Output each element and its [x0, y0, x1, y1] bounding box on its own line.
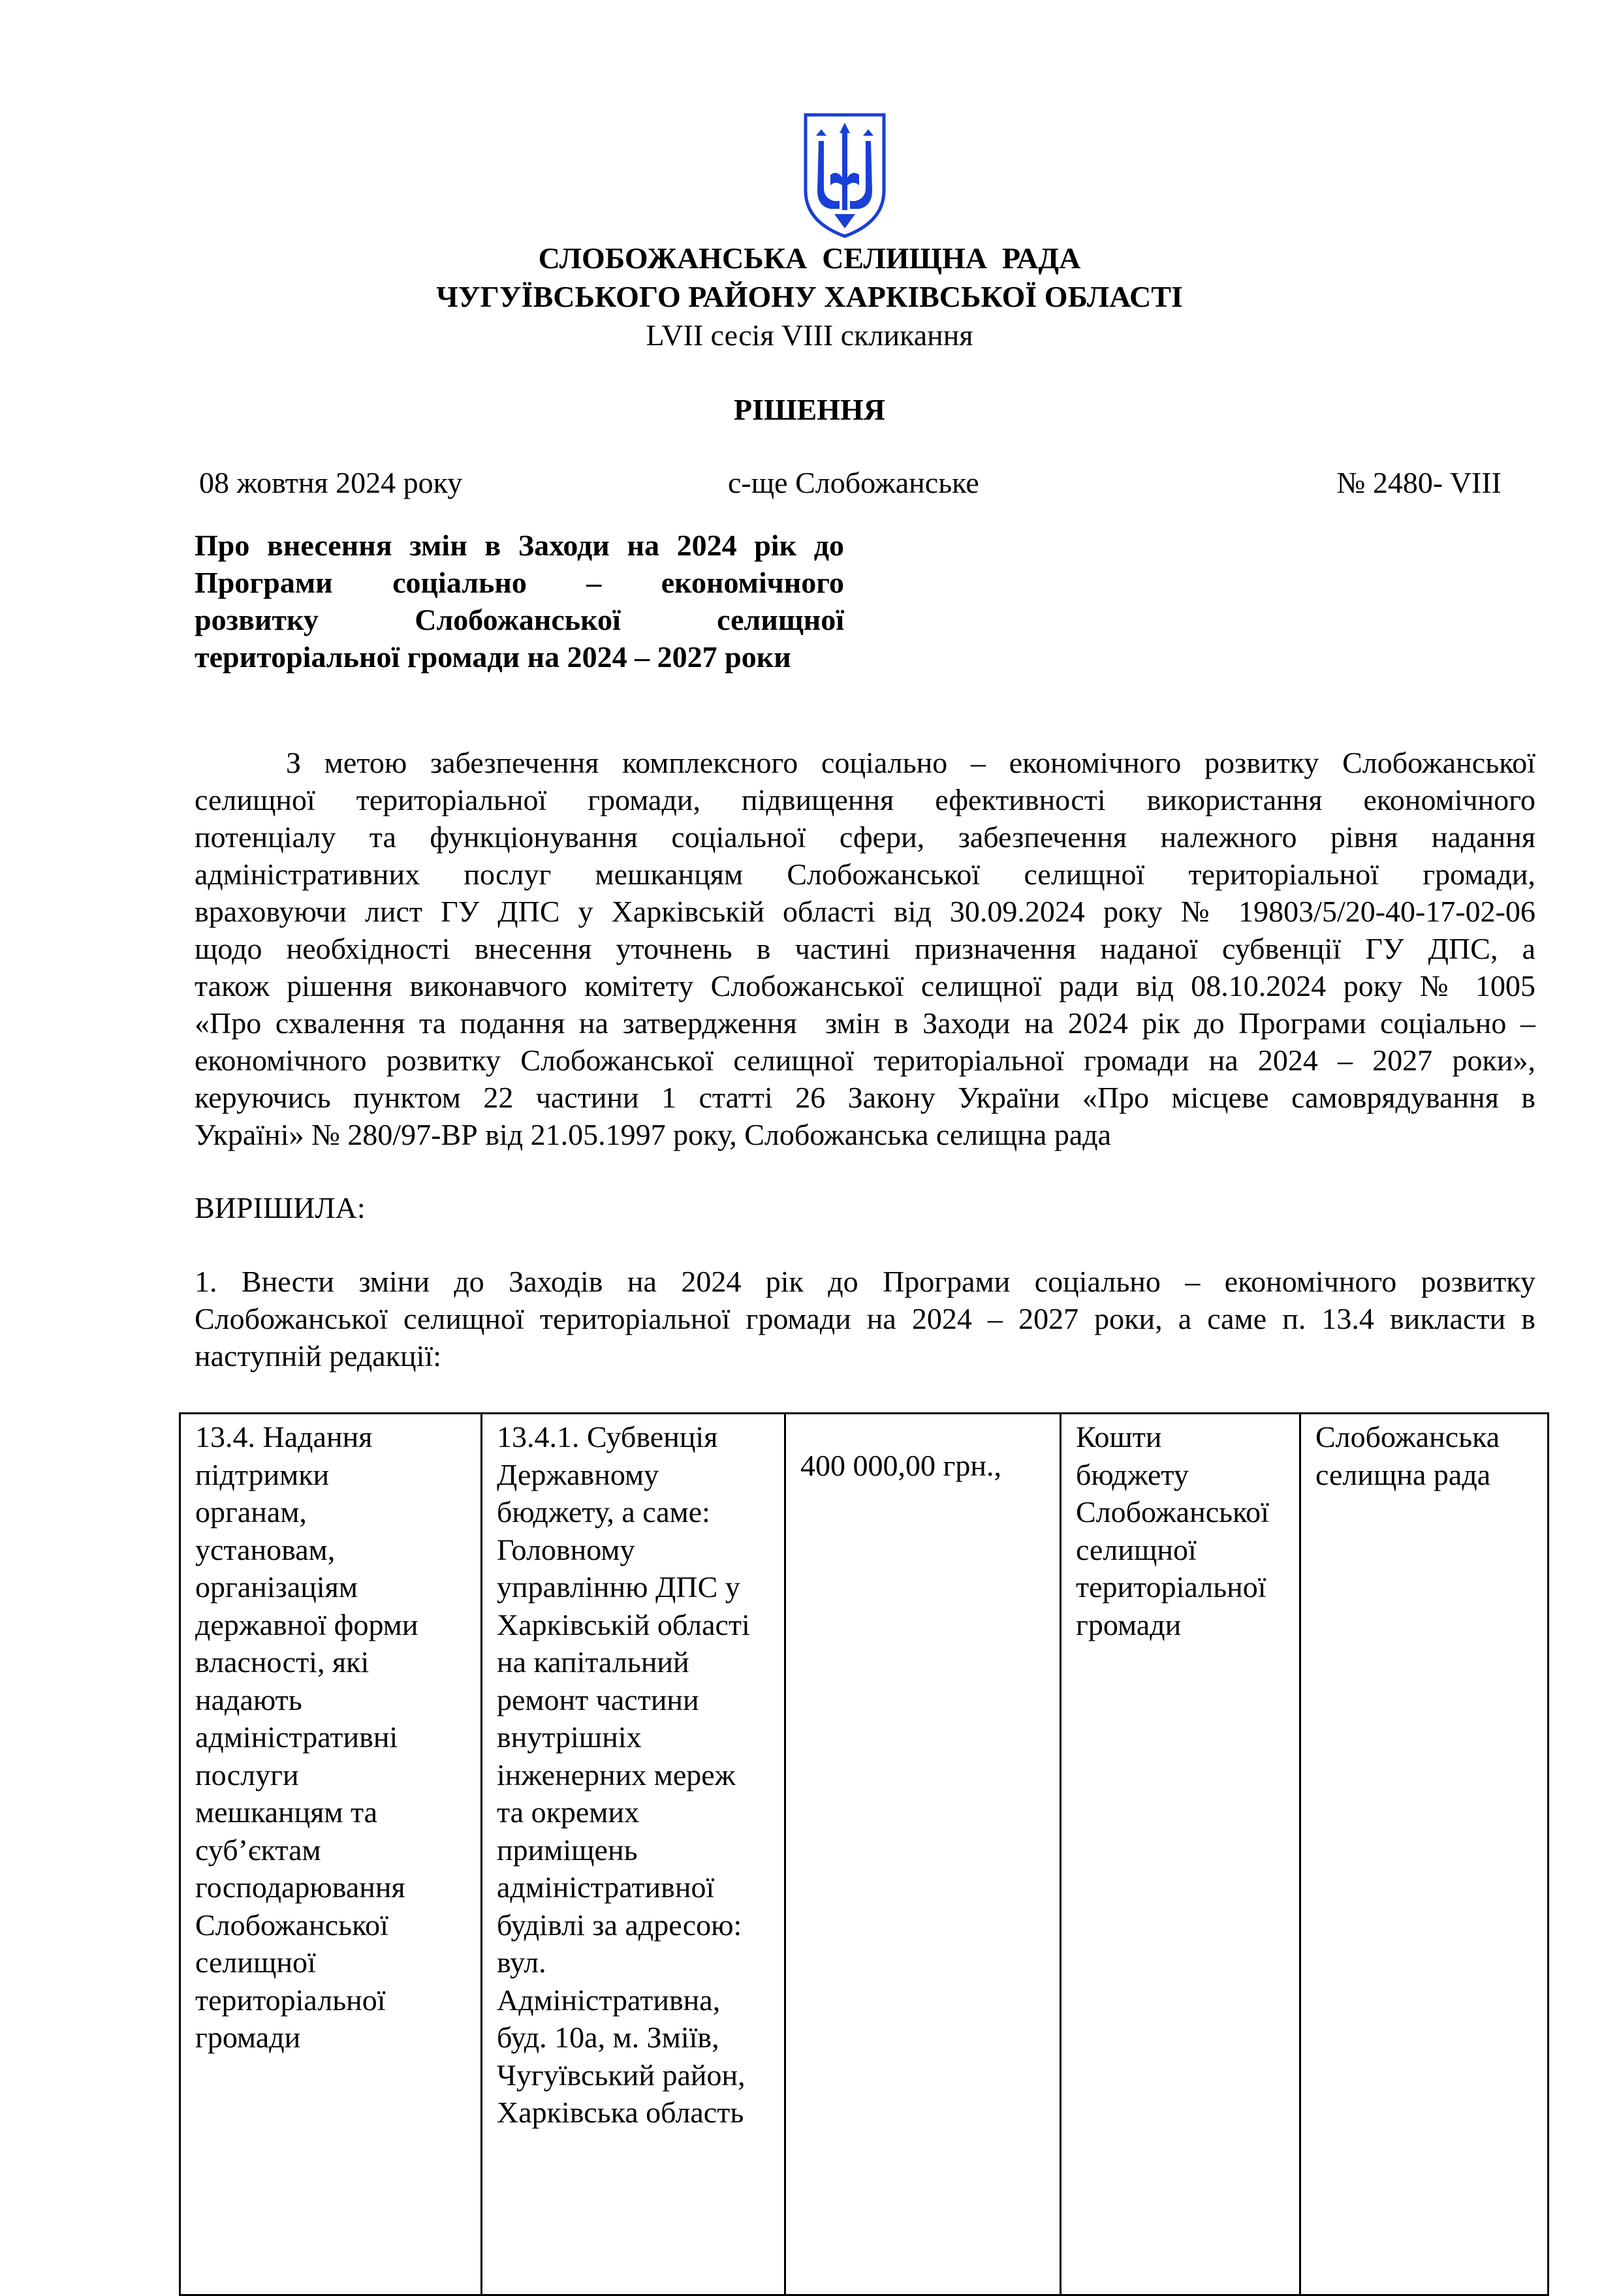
cell-line: Головному	[497, 1532, 635, 1566]
cell-line: адміністративної	[497, 1870, 715, 1904]
cell-line: адміністративні	[195, 1720, 398, 1754]
cell-line: організаціям	[195, 1570, 358, 1604]
paragraph-line: потенціалу та функціонування соціальної сфери, забезпечення належного рівня надання	[195, 820, 1535, 854]
decision-number: № 2480- VIII	[1336, 466, 1501, 499]
paragraph-line: економічного розвитку Слобожанської селищної територіальної громади на 2024 – 2027 роки»,	[195, 1044, 1535, 1077]
cell-line: на капітальний	[497, 1645, 689, 1679]
paragraph-line: «Про схвалення та подання на затвердження змін в Заходи на 2024 рік до Програми соціально –	[195, 1006, 1535, 1040]
coat-of-arms-trident-icon	[802, 110, 888, 240]
cell-line: Державному	[497, 1457, 659, 1491]
paragraph-line: керуючись пунктом 22 частини 1 статті 26 Закону України «Про місцеве самоврядування в	[195, 1081, 1535, 1114]
cell-line: Харківській області	[497, 1607, 750, 1641]
cell-line: буд. 10а, м. Зміїв,	[497, 2021, 719, 2054]
cell-line: Чугуївський район,	[497, 2058, 746, 2092]
cell-line: власності, які	[195, 1645, 369, 1679]
cell-line: управлінню ДПС у	[497, 1570, 740, 1604]
paragraph-line: щодо необхідності внесення уточнень в частині призначення наданої субвенції ГУ ДПС, а	[195, 932, 1535, 965]
paragraph-line: З метою забезпечення комплексного соціально – економічного розвитку Слобожанської	[286, 746, 1535, 779]
cell-line: Слобожанська	[1315, 1420, 1500, 1453]
paragraph-line: Україні» № 280/97-ВР від 21.05.1997 року, Слобожанська селищна рада	[195, 1118, 1112, 1151]
cell-line: Слобожанської	[195, 1908, 388, 1942]
cell-line: селищної	[195, 1946, 316, 1979]
cell-line: послуги	[195, 1758, 299, 1792]
measures-table	[179, 1412, 1549, 2296]
council-name: СЛОБОЖАНСЬКА СЕЛИЩНА РАДА	[538, 241, 1081, 275]
executor-cell	[1300, 1414, 1548, 2295]
cell-line: 13.4. Надання	[195, 1420, 373, 1453]
cell-line: внутрішніх	[497, 1720, 642, 1754]
cell-line: органам,	[195, 1495, 307, 1528]
cell-line: 13.4.1. Субвенція	[497, 1420, 718, 1453]
cell-line: громади	[1076, 1607, 1182, 1641]
decision-place: с-ще Слобожанське	[728, 466, 979, 499]
cell-line: вул.	[497, 1946, 546, 1979]
cell-line: державної форми	[195, 1607, 418, 1641]
subject-line: Про внесення змін в Заходи на 2024 рік до	[195, 529, 844, 562]
subject-line: територіальної громади на 2024 – 2027 роки	[195, 640, 791, 674]
item-line: 1. Внести зміни до Заходів на 2024 рік до Програми соціально – економічного розвитку	[195, 1265, 1535, 1298]
cell-line: територіальної	[1076, 1570, 1266, 1604]
decision-date: 08 жовтня 2024 року	[199, 466, 463, 499]
document-type-title: РІШЕННЯ	[734, 393, 885, 426]
amount-cell	[785, 1414, 1061, 2295]
cell-line: громади	[195, 2021, 301, 2054]
resolved-heading: ВИРІШИЛА:	[195, 1191, 366, 1224]
cell-line: селищна рада	[1315, 1457, 1491, 1491]
paragraph-line: також рішення виконавчого комітету Слобожанської селищної ради від 08.10.2024 року № 1005	[195, 969, 1535, 1002]
subject-line: розвитку Слобожанської селищної	[195, 603, 844, 636]
cell-line: та окремих	[497, 1795, 640, 1829]
cell-line: Адміністративна,	[497, 1983, 721, 2017]
cell-line: приміщень	[497, 1833, 638, 1867]
decision-subject	[195, 527, 844, 675]
cell-line: господарювання	[195, 1870, 405, 1904]
item-line: наступній редакції:	[195, 1339, 442, 1373]
cell-line: ремонт частини	[497, 1683, 699, 1716]
cell-line: установам,	[195, 1532, 336, 1566]
cell-line: Слобожанської	[1076, 1495, 1269, 1528]
paragraph-line: адміністративних послуг мешканцям Слобожанської селищної територіальної громади,	[195, 858, 1535, 891]
paragraph-line: селищної територіальної громади, підвищення ефективності використання економічного	[195, 783, 1535, 816]
measure-cell	[180, 1414, 482, 2295]
cell-line: надають	[195, 1683, 302, 1716]
cell-line: бюджету	[1076, 1457, 1189, 1491]
subject-line: Програми соціально – економічного	[195, 566, 844, 599]
cell-line: 400 000,00 грн.,	[800, 1449, 1001, 1482]
paragraph-line: враховуючи лист ГУ ДПС у Харківській області від 30.09.2024 року № 19803/5/20-40-17-02-06	[195, 895, 1535, 928]
cell-line: територіальної	[195, 1983, 386, 2017]
subvention-cell	[482, 1414, 785, 2295]
cell-line: Кошти	[1076, 1420, 1162, 1453]
funding-source-cell	[1061, 1414, 1300, 2295]
session-line: LVII сесія VIII скликання	[646, 318, 973, 352]
cell-line: підтримки	[195, 1457, 330, 1491]
cell-line: бюджету, а саме:	[497, 1495, 710, 1528]
resolution-item-1	[195, 1263, 1535, 1374]
cell-line: будівлі за адресою:	[497, 1908, 742, 1942]
cell-line: суб’єктам	[195, 1833, 321, 1867]
cell-line: інженерних мереж	[497, 1758, 736, 1792]
cell-line: селищної	[1076, 1532, 1197, 1566]
cell-line: мешканцям та	[195, 1795, 378, 1829]
district-line: ЧУГУЇВСЬКОГО РАЙОНУ ХАРКІВСЬКОЇ ОБЛАСТІ	[436, 280, 1183, 313]
preamble-paragraph	[195, 744, 1535, 1153]
table-row	[180, 1414, 1548, 2295]
cell-line: Харківська область	[497, 2096, 744, 2129]
item-line: Слобожанської селищної територіальної громади на 2024 – 2027 роки, а саме п. 13.4 викласти в	[195, 1302, 1535, 1335]
